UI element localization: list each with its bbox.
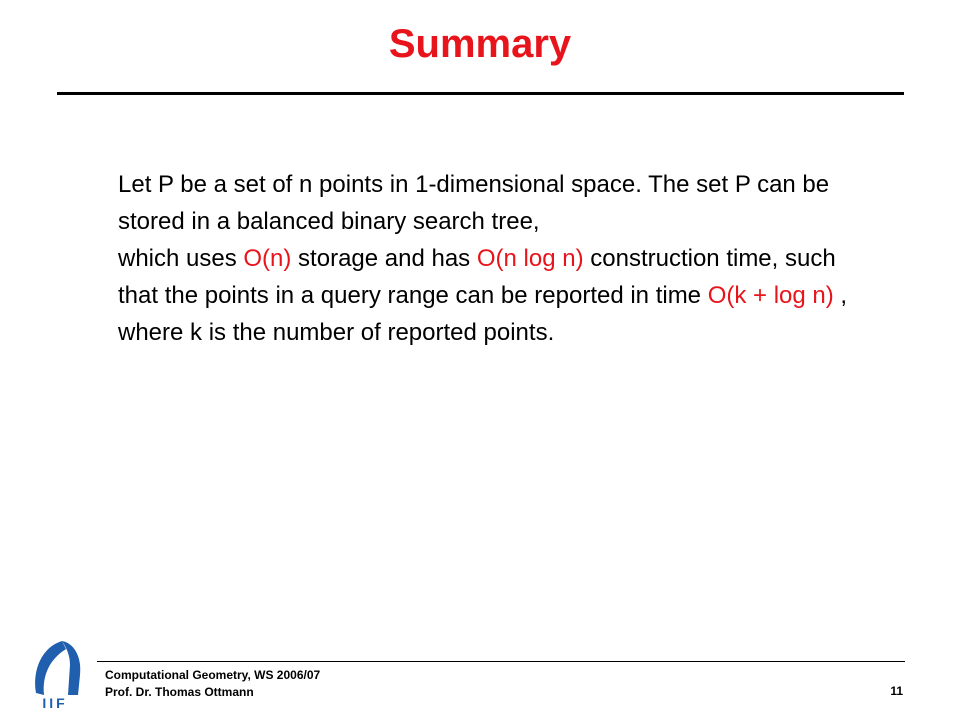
storage-complexity: O(n) [243, 245, 292, 272]
sentence-intro: Let P be a set of n points in 1-dimensional space. The set P can be stored in a balanced binary search tree, [118, 171, 830, 235]
sentence-construction: construction time, such that the points in a query range can be reported in time [118, 245, 836, 309]
summary-paragraph [118, 166, 878, 351]
course-name: Computational Geometry, WS 2006/07 [105, 668, 321, 682]
query-complexity: O(k + log n) [707, 282, 834, 309]
iif-logo [22, 635, 88, 710]
author-name: Prof. Dr. Thomas Ottmann [105, 685, 254, 699]
page-number: 11 [890, 684, 903, 698]
title-divider [57, 92, 904, 95]
sentence-storage: storage and has [291, 245, 477, 272]
sentence-uses: which uses [118, 245, 244, 272]
footer-info [105, 667, 320, 701]
logo-swoosh-shape [35, 641, 66, 695]
construction-complexity: O(n log n) [476, 245, 584, 272]
logo-text: IIF [42, 695, 68, 710]
footer-divider [97, 661, 905, 662]
slide-title: Summary [388, 22, 572, 66]
sentence-end: , where k is the number of reported points. [118, 282, 848, 346]
